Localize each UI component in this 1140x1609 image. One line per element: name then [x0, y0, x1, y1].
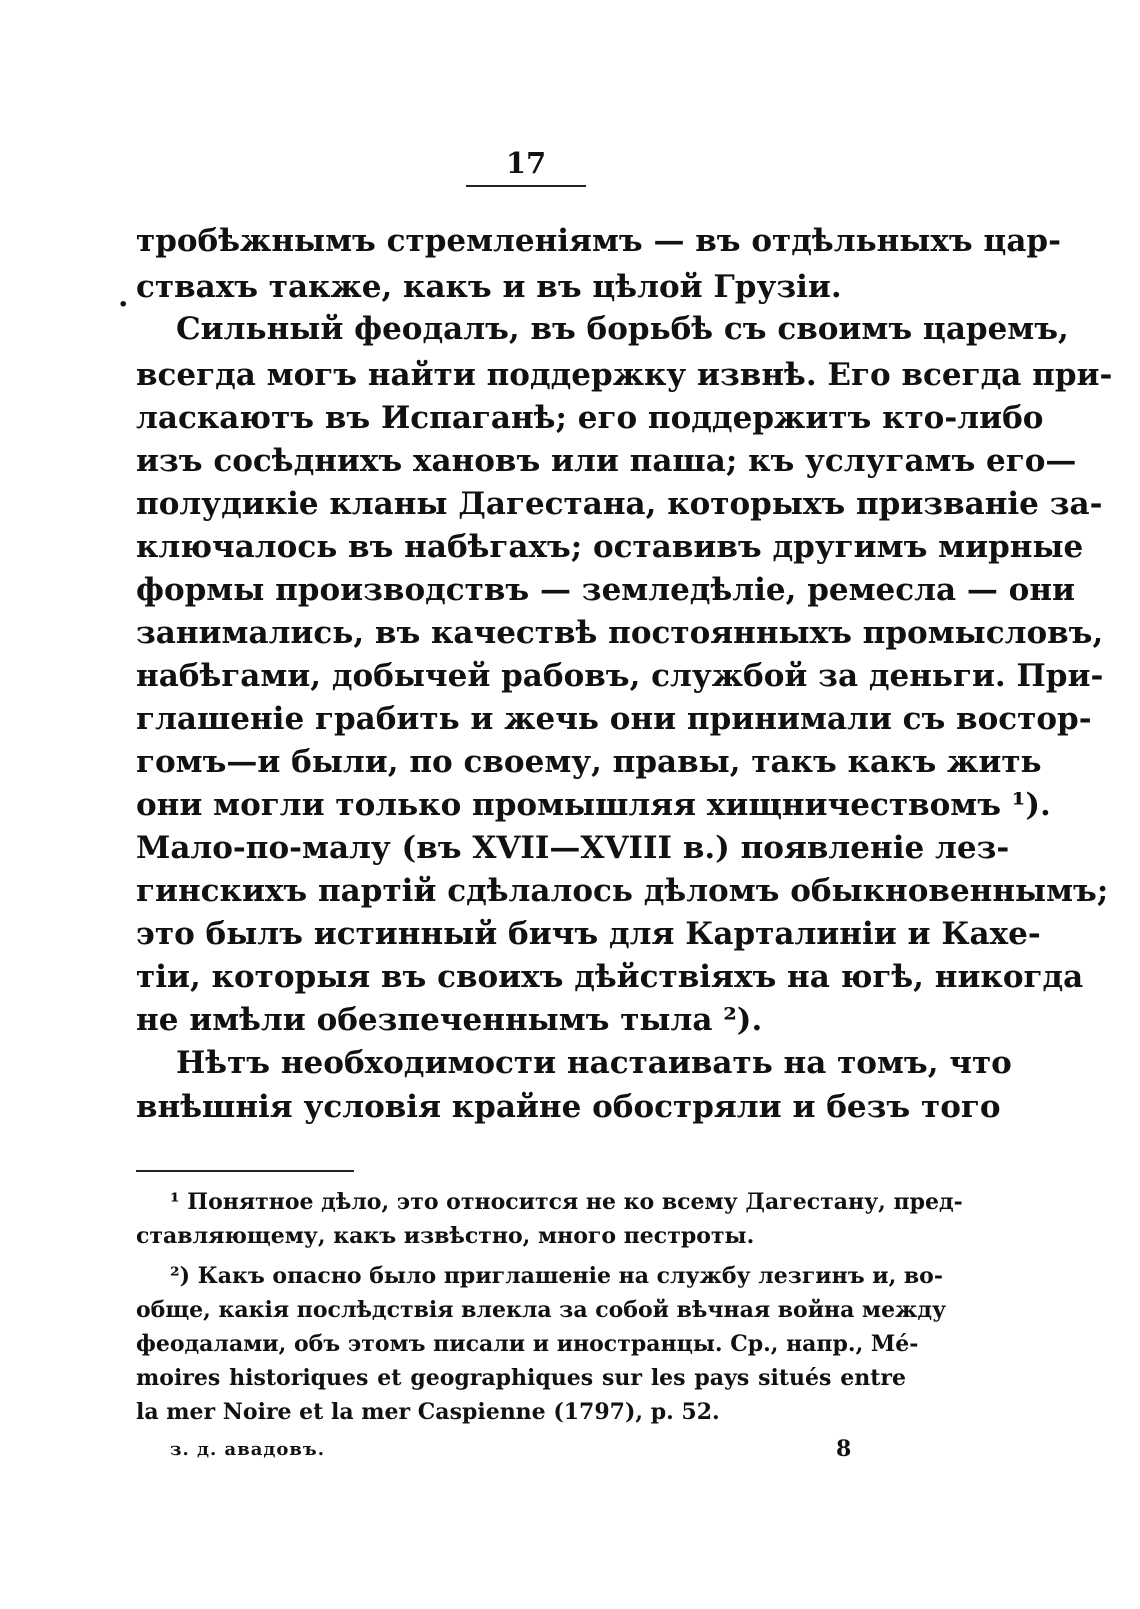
footnote-line: la mer Noire et la mer Caspienne (1797), p. 52. — [136, 1399, 720, 1425]
body-line: Нѣтъ необходимости настаивать на томъ, что — [176, 1045, 1012, 1081]
footnote-rule — [136, 1170, 354, 1172]
body-line: изъ сосѣднихъ хановъ или паша; къ услугамъ его— — [136, 443, 1077, 479]
body-line: глашеніе грабить и жечь они принимали съ востор- — [136, 701, 1092, 737]
body-line: ключалось въ набѣгахъ; оставивъ другимъ мирные — [136, 529, 1084, 565]
body-line: Сильный феодалъ, въ борьбѣ съ своимъ царемъ, — [176, 311, 1069, 347]
signature-sheet-number: 8 — [836, 1436, 852, 1462]
body-line: всегда могъ найти поддержку извнѣ. Его всегда при- — [136, 357, 1113, 393]
body-line: они могли только промышляя хищничествомъ ¹). — [136, 787, 1051, 823]
body-line: гинскихъ партій сдѣлалось дѣломъ обыкновеннымъ; — [136, 873, 1109, 909]
body-line: формы производствъ — земледѣліе, ремесла — они — [136, 572, 1076, 608]
body-line: занимались, въ качествѣ постоянныхъ промысловъ, — [136, 615, 1104, 651]
body-line: это былъ истинный бичъ для Карталиніи и Кахе- — [136, 916, 1041, 952]
footnote-line: феодалами, объ этомъ писали и иностранцы. Ср., напр., Mé- — [136, 1331, 919, 1357]
body-line: тробѣжнымъ стремленіямъ — въ отдѣльныхъ цар- — [136, 223, 1061, 259]
print-mark: · — [118, 287, 129, 322]
footnote-line: обще, какія послѣдствія влекла за собой вѣчная война между — [136, 1297, 947, 1323]
footnote-line: ²) Какъ опасно было приглашеніе на службу лезгинъ и, во- — [170, 1263, 943, 1289]
footnote-line: moires historiques et geographiques sur les pays situés entre — [136, 1365, 906, 1391]
body-line: полудикіе кланы Дагестана, которыхъ призваніе за- — [136, 486, 1103, 522]
body-line: набѣгами, добычей рабовъ, службой за деньги. При- — [136, 658, 1104, 694]
body-line: ствахъ также, какъ и въ цѣлой Грузіи. — [136, 269, 842, 305]
body-line: гомъ—и были, по своему, правы, такъ какъ жить — [136, 744, 1042, 780]
body-line: тіи, которыя въ своихъ дѣйствіяхъ на югѣ, никогда — [136, 959, 1084, 995]
footnote-line: ставляющему, какъ извѣстно, много пестроты. — [136, 1223, 755, 1249]
body-line: Мало-по-малу (въ XVII—XVIII в.) появленіе лез- — [136, 830, 1010, 866]
body-line: не имѣли обезпеченнымъ тыла ²). — [136, 1002, 763, 1038]
footnote-line: ¹ Понятное дѣло, это относится не ко всему Дагестану, пред- — [170, 1189, 963, 1215]
body-line: внѣшнія условія крайне обостряли и безъ того — [136, 1089, 1001, 1125]
body-line: ласкаютъ въ Испаганѣ; его поддержитъ кто-либо — [136, 400, 1044, 436]
page-number: 17 — [505, 146, 547, 180]
header-rule — [466, 185, 586, 187]
signature-author: з. д. авадовъ. — [170, 1439, 325, 1460]
